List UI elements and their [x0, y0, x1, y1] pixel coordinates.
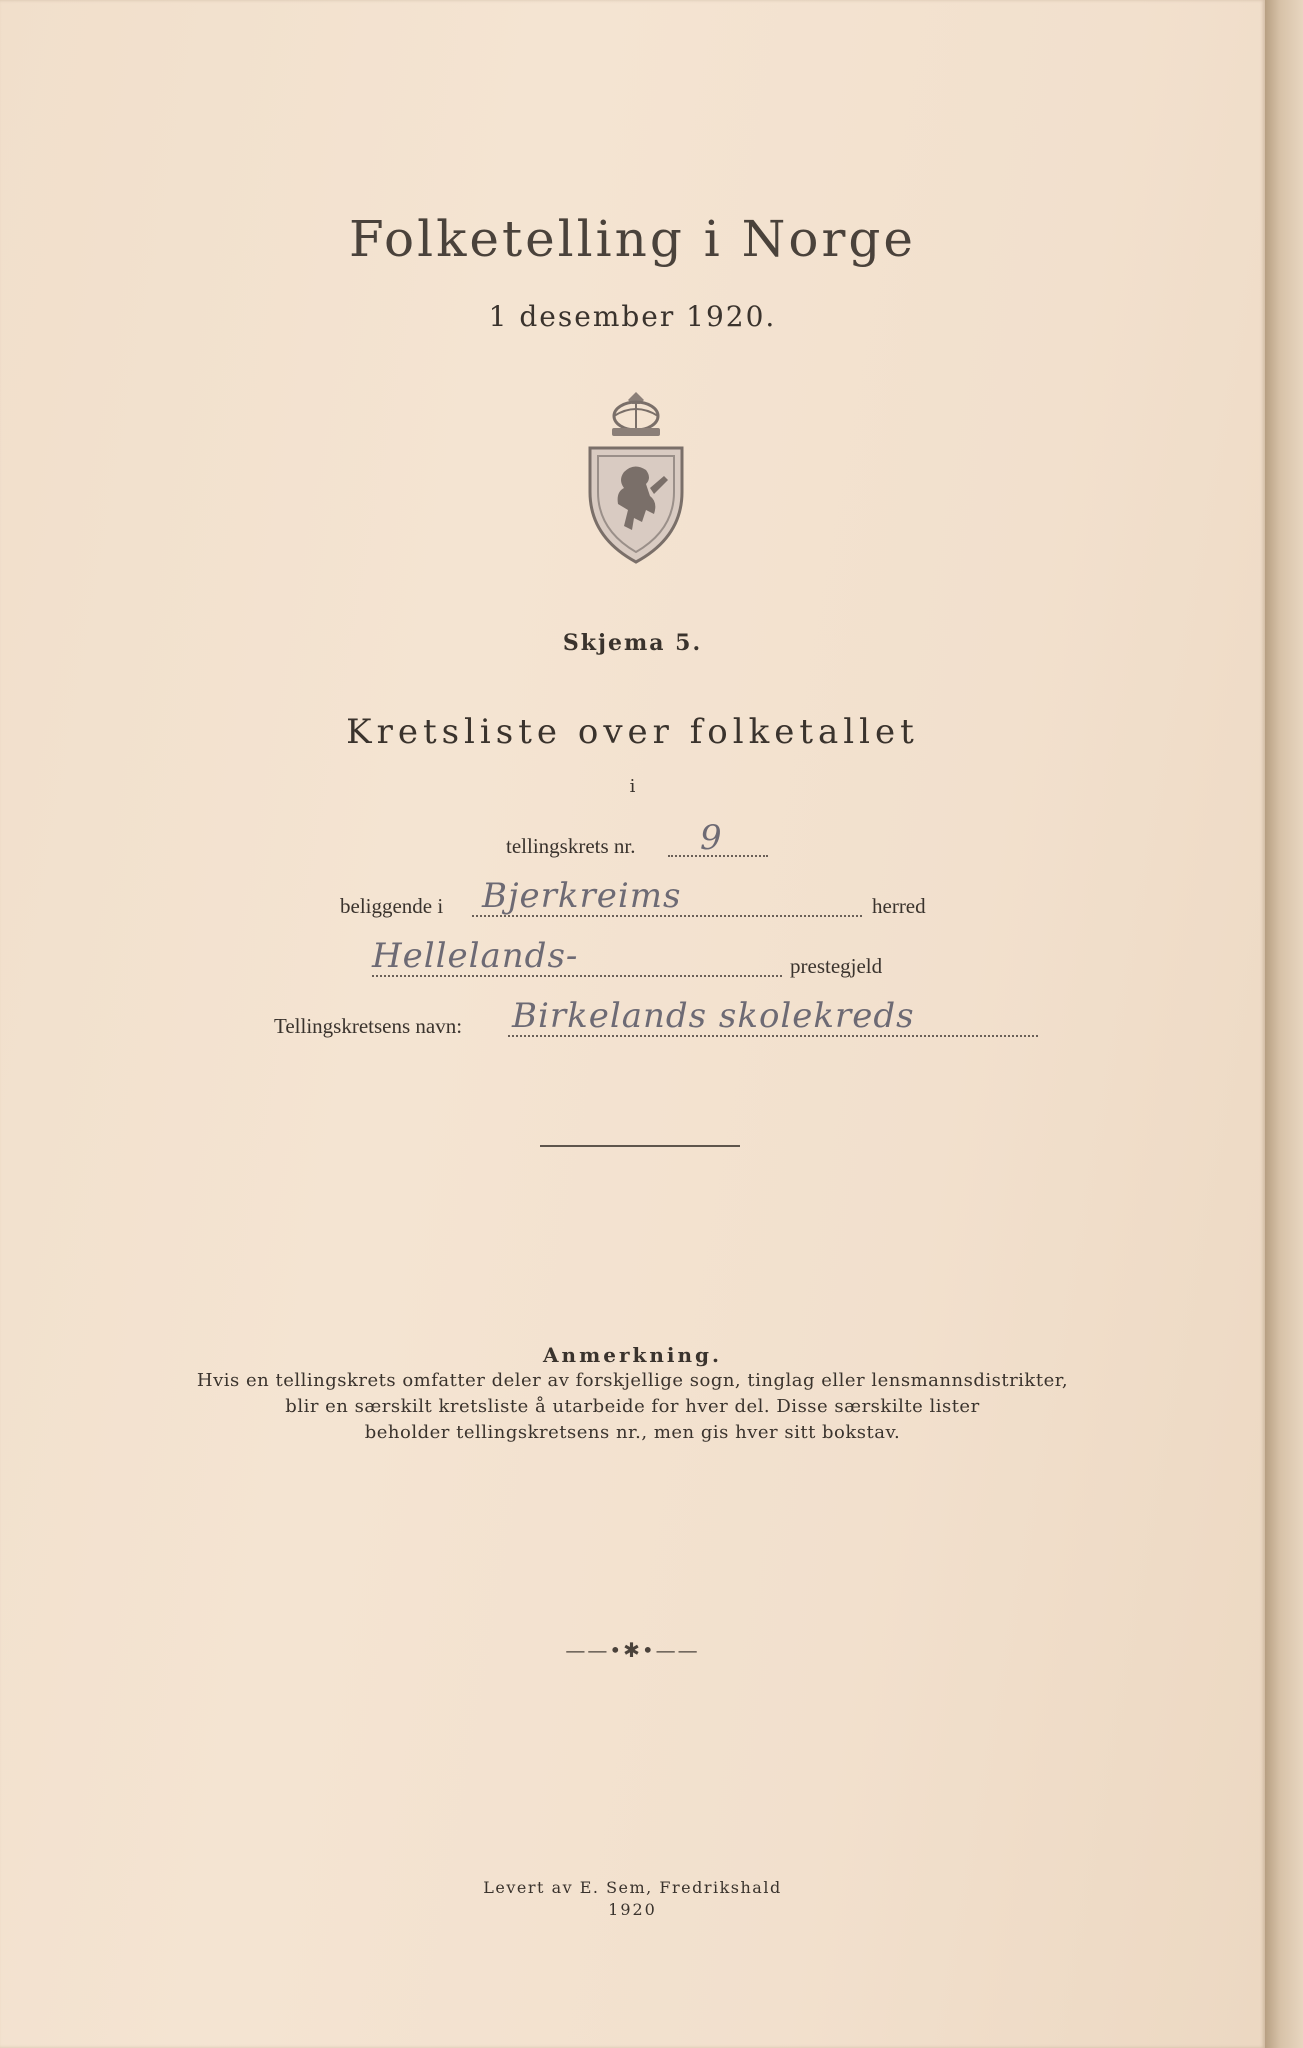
prestegjeld-value: Hellelands- — [372, 936, 579, 976]
prestegjeld-label: prestegjeld — [790, 954, 883, 978]
document-title: Folketelling i Norge — [349, 210, 916, 268]
document-date: 1 desember 1920. — [488, 300, 777, 333]
schema-label: Skjema 5. — [562, 630, 703, 656]
note-line-2: blir en særskilt kretsliste å utarbeide for hver del. Disse særskilte lister — [285, 1396, 980, 1417]
note-title: Anmerkning. — [543, 1343, 722, 1367]
herred-value: Bjerkreims — [482, 876, 682, 916]
note-line-1: Hvis en tellingskrets omfatter deler av forskjellige sogn, tinglag eller lensmannsdistrikter, — [196, 1370, 1069, 1391]
beliggende-label: beliggende i — [340, 894, 444, 918]
navn-value: Birkelands skolekreds — [512, 996, 915, 1036]
note-line-3: beholder tellingskretsens nr., men gis hver sitt bokstav. — [364, 1422, 901, 1443]
norwegian-coat-of-arms-icon — [588, 392, 684, 564]
navn-label: Tellingskretsens navn: — [274, 1014, 463, 1038]
connector-i: i — [629, 776, 636, 797]
tellingskrets-value: 9 — [700, 818, 723, 858]
herred-label: herred — [872, 894, 926, 918]
printer-credit: Levert av E. Sem, Fredrikshald — [483, 1878, 782, 1897]
separator-rule — [540, 1145, 740, 1147]
page-edge — [1265, 0, 1303, 2048]
ornament-divider: ——•✱•—— — [565, 1638, 700, 1662]
printer-year: 1920 — [608, 1900, 657, 1919]
form-heading: Kretsliste over folketallet — [346, 712, 919, 752]
tellingskrets-label: tellingskrets nr. — [506, 834, 636, 858]
